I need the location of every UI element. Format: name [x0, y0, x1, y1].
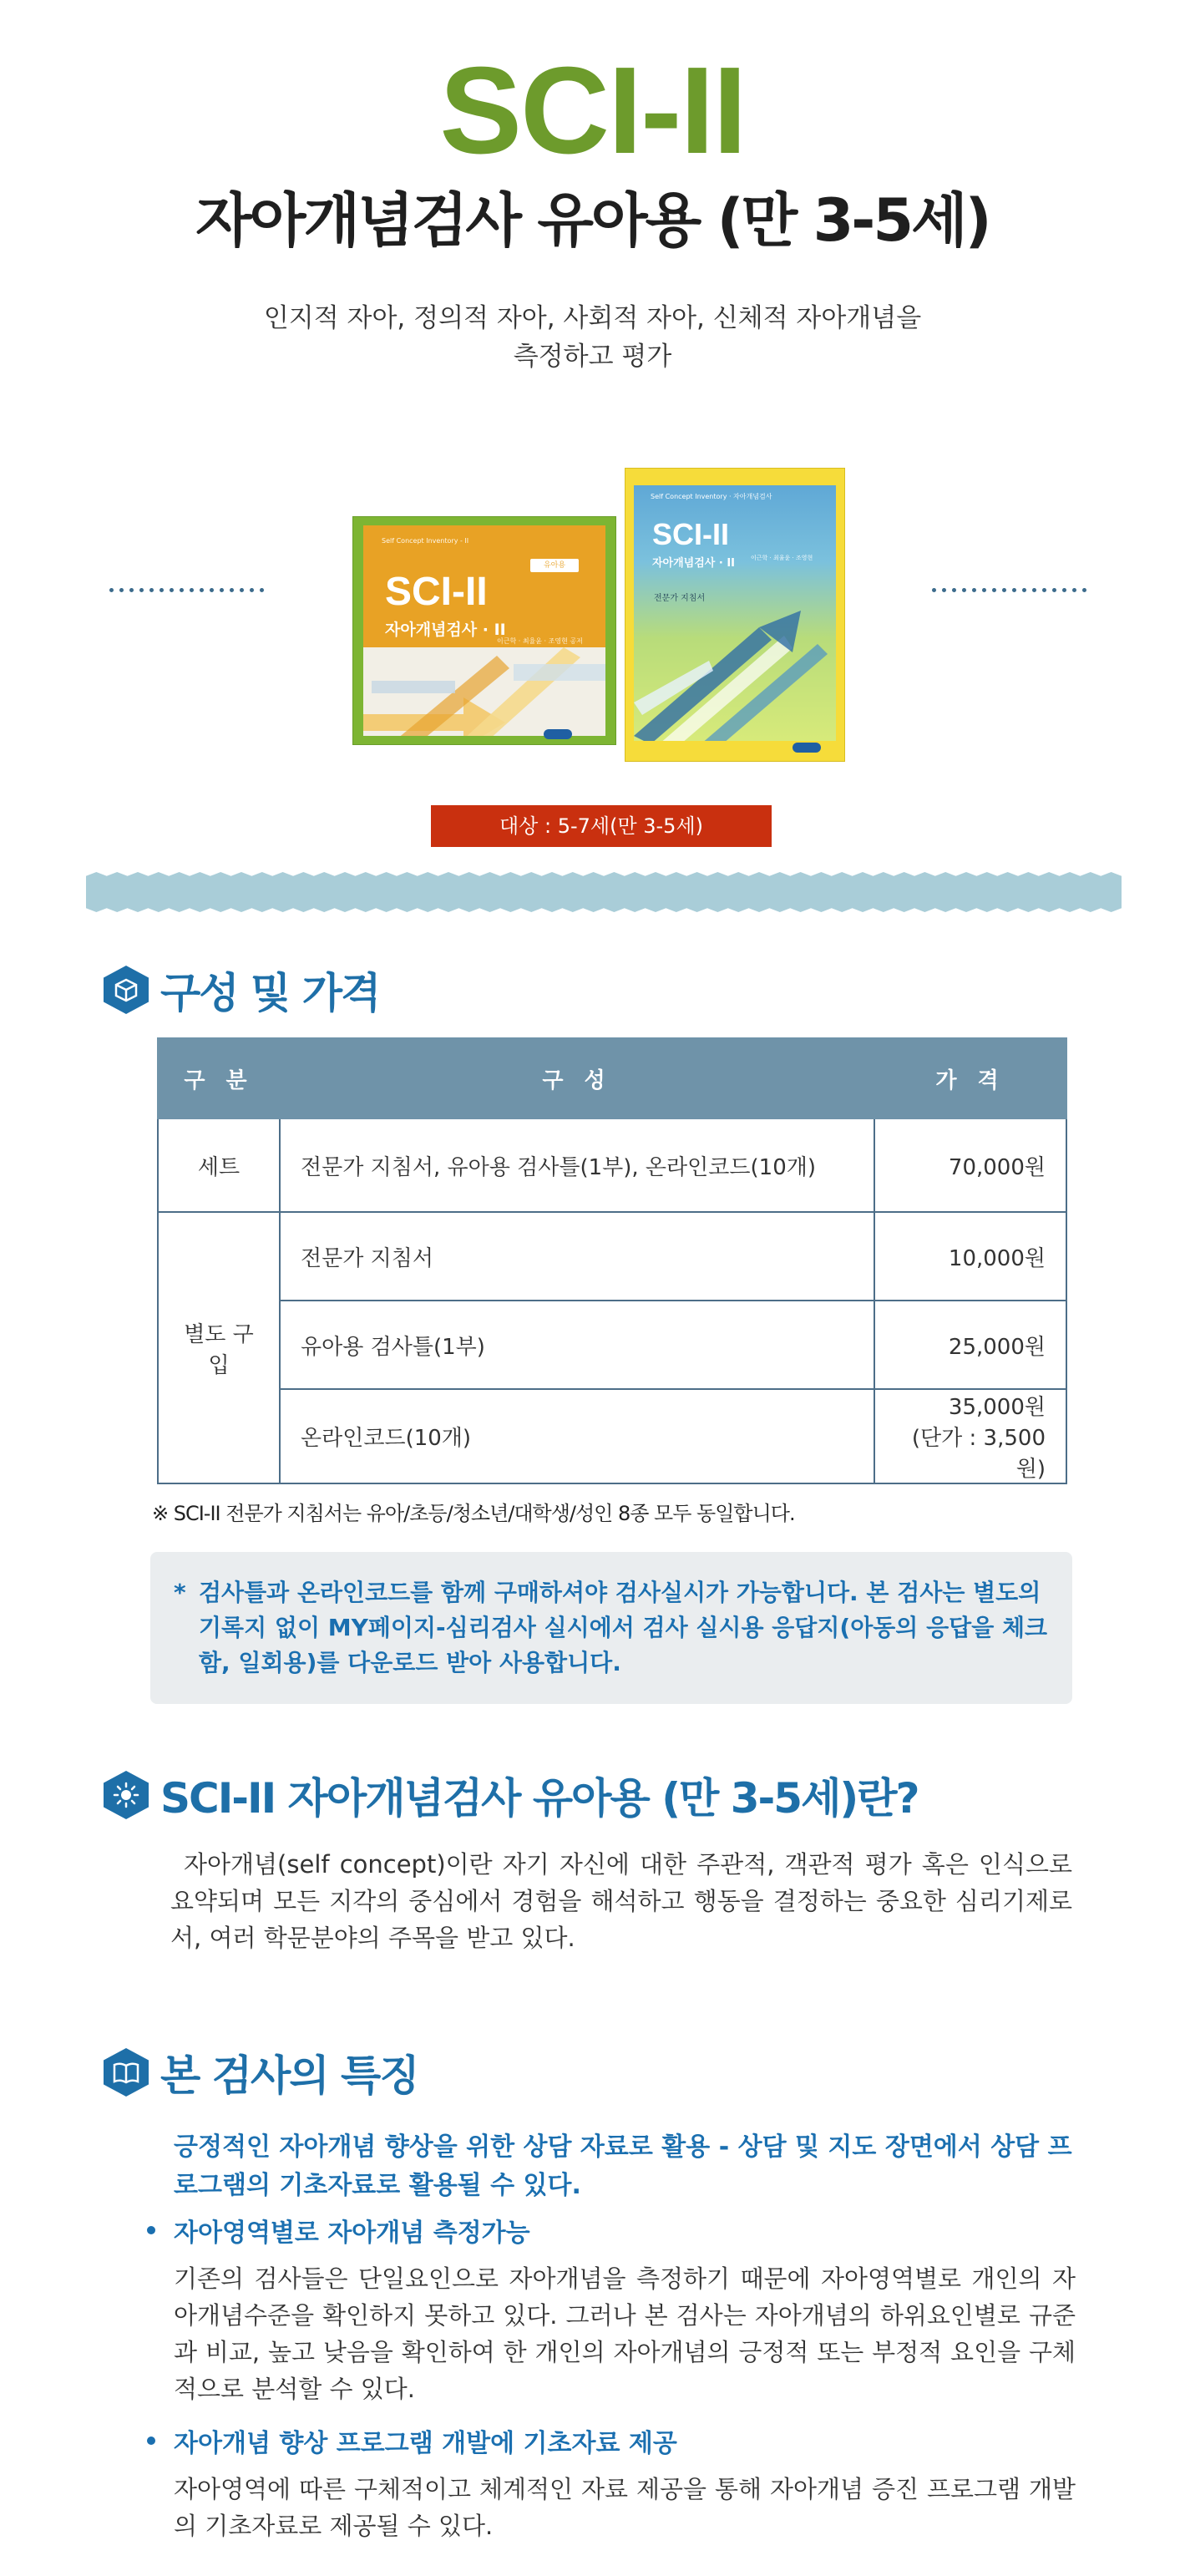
price-cell	[874, 1389, 1066, 1483]
table-row	[158, 1301, 1066, 1389]
cover-series-text: Self Concept Inventory - II	[382, 537, 469, 545]
section-title: 구성 및 가격	[160, 969, 380, 1017]
cover-arrow-artwork	[363, 647, 605, 736]
feature-item-title	[147, 2422, 677, 2459]
composition-cell: 전문가 지침서, 유아용 검사틀(1부), 온라인코드(10개)	[280, 1118, 874, 1212]
target-age-badge: 대상 : 5-7세(만 3-5세)	[431, 805, 772, 847]
section-heading-features	[104, 2043, 418, 2102]
price-cell: 70,000원	[874, 1118, 1066, 1212]
about-paragraph: 자아개념(self concept)이란 자기 자신에 대한 주관적, 객관적 평가 혹은 인식으로 요약되며 모든 지각의 중심에서 경험을 해석하고 행동을 결정하는 중요한 심리기제로서, 여러 학문분야의 주목을 받고 있다.	[170, 1850, 1072, 1952]
manual-cover-image	[625, 468, 845, 762]
cover-tag: 유아용	[530, 559, 579, 572]
section-title: 본 검사의 특징	[160, 2051, 418, 2100]
composition-cell: 온라인코드(10개)	[280, 1389, 874, 1483]
section-heading-about	[104, 1766, 919, 1824]
test-kit-cover-image	[352, 516, 616, 745]
brand-logo-text: SCI-II	[439, 42, 746, 180]
section-heading-composition	[104, 961, 379, 1019]
cover-title: 자아개념검사 · II	[385, 621, 506, 639]
cover-brand: SCI-II	[385, 570, 488, 614]
price-table	[157, 1037, 1067, 1484]
price-cell: 25,000원	[874, 1301, 1066, 1389]
bullet-icon	[147, 2437, 155, 2445]
manual-brand: SCI-II	[652, 517, 730, 551]
manual-publisher-logo	[793, 743, 821, 753]
subtitle-line-2: 측정하고 평가	[513, 342, 672, 372]
box-icon	[104, 966, 149, 1014]
decorative-dots-right	[932, 580, 1099, 586]
composition-cell: 유아용 검사틀(1부)	[280, 1301, 874, 1389]
unit-price-note: (단가 : 3,500원)	[911, 1426, 1046, 1482]
composition-cell: 전문가 지침서	[280, 1212, 874, 1301]
column-header-composition: 구 성	[280, 1038, 874, 1118]
manual-footnote: ※ SCI-II 전문가 지침서는 유아/초등/청소년/대학생/성인 8종 모두 동일합니다.	[152, 1502, 795, 1525]
manual-series-text: Self Concept Inventory · 자아개념검사	[651, 493, 772, 500]
manual-title: 자아개념검사 · II	[652, 557, 736, 570]
feature-item-body: 기존의 검사들은 단일요인으로 자아개념을 측정하기 때문에 자아영역별로 개인의 자아개념수준을 확인하지 못하고 있다. 그러나 본 검사는 자아개념의 하위요인별로 규준과 비교, 높고 낮음을 확인하여 한 개인의 자아개념의 긍정적 또는 부정적 요인을 구체적으로 분석할 수 있다.	[174, 2264, 1076, 2403]
category-cell: 별도 구입	[158, 1212, 280, 1483]
price-value: 35,000원	[948, 1395, 1046, 1420]
column-header-price: 가 격	[874, 1038, 1066, 1118]
page-title: 자아개념검사 유아용 (만 3-5세)	[195, 186, 990, 255]
notice-asterisk: *	[174, 1579, 186, 1606]
feature-item-body: 자아영역에 따른 구체적이고 체계적인 자료 제공을 통해 자아개념 증진 프로그램 개발의 기초자료로 제공될 수 있다.	[174, 2475, 1076, 2540]
feature-item-title	[147, 2212, 530, 2249]
purchase-notice-text: * 검사틀과 온라인코드를 함께 구매하셔야 검사실시가 가능합니다. 본 검사는 별도의 기록지 없이 MY페이지-심리검사 실시에서 검사 실시용 응답지(아동의 응답을 체크함, 일회용)를 다운로드 받아 사용합니다.	[199, 1575, 1051, 1681]
page-subtitle	[0, 299, 1185, 376]
table-header-row	[158, 1038, 1066, 1118]
decorative-dots-left	[109, 580, 276, 586]
feature-item-title-text: 자아개념 향상 프로그램 개발에 기초자료 제공	[174, 2429, 677, 2458]
manual-authors: 이근학 · 최율윤 · 조영현	[751, 555, 813, 561]
price-cell: 10,000원	[874, 1212, 1066, 1301]
feature-lead-text: 긍정적인 자아개념 향상을 위한 상담 자료로 활용 - 상담 및 지도 장면에서 상담 프로그램의 기초자료로 활용될 수 있다.	[174, 2132, 1072, 2200]
bullet-icon	[147, 2226, 155, 2234]
purchase-notice-box	[150, 1552, 1072, 1704]
subtitle-line-1: 인지적 자아, 정의적 자아, 사회적 자아, 신체적 자아개념을	[263, 303, 922, 333]
table-row	[158, 1389, 1066, 1483]
publisher-logo	[544, 729, 572, 739]
table-row	[158, 1118, 1066, 1212]
sun-icon	[104, 1771, 149, 1819]
table-row	[158, 1212, 1066, 1301]
manual-arrow-artwork	[634, 611, 836, 741]
wave-divider	[86, 872, 1122, 912]
cover-authors: 이근학 · 최율윤 · 조영현 공저	[497, 637, 583, 645]
category-cell: 세트	[158, 1118, 280, 1212]
column-header-category: 구 분	[158, 1038, 280, 1118]
feature-item-title-text: 자아영역별로 자아개념 측정가능	[174, 2219, 530, 2248]
manual-subtitle: 전문가 지침서	[654, 594, 706, 603]
book-icon	[104, 2048, 149, 2097]
section-title: SCI-II 자아개념검사 유아용 (만 3-5세)란?	[160, 1774, 919, 1823]
